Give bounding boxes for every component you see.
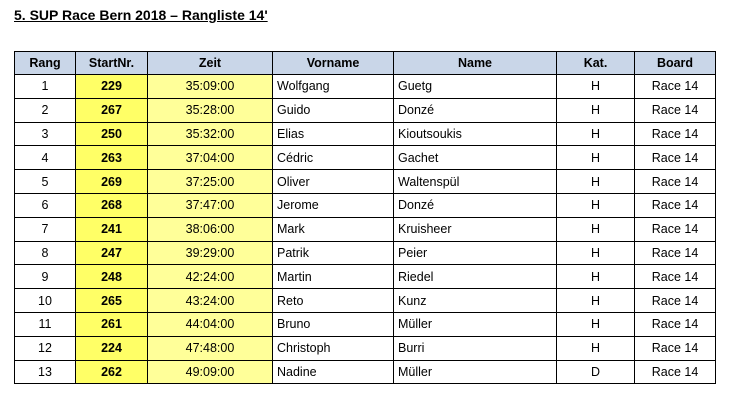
zeit-cell: 37:47:00 [148,193,273,217]
startnr-cell: 267 [76,98,148,122]
name-cell: Donzé [394,98,557,122]
table-row [15,265,716,289]
table-row [15,170,716,194]
header-rang[interactable]: Rang [15,52,76,75]
startnr-cell: 241 [76,217,148,241]
vorname-cell: Reto [273,289,394,313]
startnr-cell: 269 [76,170,148,194]
table-row [15,75,716,99]
startnr-cell: 229 [76,75,148,99]
kat-cell: H [557,312,635,336]
kat-cell: H [557,75,635,99]
header-name[interactable]: Name [394,52,557,75]
name-cell: Gachet [394,146,557,170]
kat-cell: H [557,98,635,122]
name-cell: Guetg [394,75,557,99]
results-body [15,75,716,384]
board-cell: Race 14 [635,360,716,384]
startnr-cell: 261 [76,312,148,336]
vorname-cell: Guido [273,98,394,122]
startnr-cell: 247 [76,241,148,265]
rang-cell: 2 [15,98,76,122]
zeit-cell: 43:24:00 [148,289,273,313]
name-cell: Müller [394,312,557,336]
kat-cell: H [557,289,635,313]
rang-cell: 4 [15,146,76,170]
header-kat[interactable]: Kat. [557,52,635,75]
kat-cell: H [557,146,635,170]
rang-cell: 7 [15,217,76,241]
vorname-cell: Elias [273,122,394,146]
board-cell: Race 14 [635,75,716,99]
board-cell: Race 14 [635,289,716,313]
kat-cell: H [557,336,635,360]
rang-cell: 11 [15,312,76,336]
vorname-cell: Cédric [273,146,394,170]
header-board[interactable]: Board [635,52,716,75]
board-cell: Race 14 [635,241,716,265]
results-table [14,51,716,384]
zeit-cell: 42:24:00 [148,265,273,289]
name-cell: Donzé [394,193,557,217]
rang-cell: 1 [15,75,76,99]
zeit-cell: 38:06:00 [148,217,273,241]
name-cell: Riedel [394,265,557,289]
table-row [15,146,716,170]
vorname-cell: Wolfgang [273,75,394,99]
table-row [15,336,716,360]
startnr-cell: 265 [76,289,148,313]
zeit-cell: 49:09:00 [148,360,273,384]
rang-cell: 3 [15,122,76,146]
board-cell: Race 14 [635,170,716,194]
table-row [15,289,716,313]
startnr-cell: 224 [76,336,148,360]
vorname-cell: Nadine [273,360,394,384]
vorname-cell: Oliver [273,170,394,194]
board-cell: Race 14 [635,98,716,122]
header-startnr[interactable]: StartNr. [76,52,148,75]
kat-cell: D [557,360,635,384]
startnr-cell: 268 [76,193,148,217]
table-row [15,122,716,146]
vorname-cell: Patrik [273,241,394,265]
name-cell: Waltenspül [394,170,557,194]
kat-cell: H [557,217,635,241]
table-row [15,360,716,384]
name-cell: Kioutsoukis [394,122,557,146]
vorname-cell: Martin [273,265,394,289]
board-cell: Race 14 [635,122,716,146]
rang-cell: 9 [15,265,76,289]
name-cell: Kruisheer [394,217,557,241]
name-cell: Peier [394,241,557,265]
zeit-cell: 35:09:00 [148,75,273,99]
rang-cell: 10 [15,289,76,313]
board-cell: Race 14 [635,265,716,289]
page-title: 5. SUP Race Bern 2018 – Rangliste 14' [14,7,268,23]
zeit-cell: 44:04:00 [148,312,273,336]
name-cell: Burri [394,336,557,360]
board-cell: Race 14 [635,217,716,241]
board-cell: Race 14 [635,146,716,170]
zeit-cell: 37:25:00 [148,170,273,194]
kat-cell: H [557,265,635,289]
table-row [15,241,716,265]
rang-cell: 13 [15,360,76,384]
vorname-cell: Jerome [273,193,394,217]
startnr-cell: 248 [76,265,148,289]
header-row [15,52,716,75]
zeit-cell: 35:32:00 [148,122,273,146]
startnr-cell: 262 [76,360,148,384]
rang-cell: 12 [15,336,76,360]
zeit-cell: 47:48:00 [148,336,273,360]
zeit-cell: 35:28:00 [148,98,273,122]
vorname-cell: Bruno [273,312,394,336]
board-cell: Race 14 [635,336,716,360]
kat-cell: H [557,170,635,194]
board-cell: Race 14 [635,312,716,336]
table-row [15,98,716,122]
rang-cell: 6 [15,193,76,217]
vorname-cell: Mark [273,217,394,241]
name-cell: Müller [394,360,557,384]
table-row [15,312,716,336]
rang-cell: 5 [15,170,76,194]
startnr-cell: 263 [76,146,148,170]
header-vorname[interactable]: Vorname [273,52,394,75]
name-cell: Kunz [394,289,557,313]
rang-cell: 8 [15,241,76,265]
table-row [15,193,716,217]
kat-cell: H [557,122,635,146]
header-zeit[interactable]: Zeit [148,52,273,75]
startnr-cell: 250 [76,122,148,146]
kat-cell: H [557,241,635,265]
zeit-cell: 37:04:00 [148,146,273,170]
kat-cell: H [557,193,635,217]
zeit-cell: 39:29:00 [148,241,273,265]
table-row [15,217,716,241]
board-cell: Race 14 [635,193,716,217]
vorname-cell: Christoph [273,336,394,360]
